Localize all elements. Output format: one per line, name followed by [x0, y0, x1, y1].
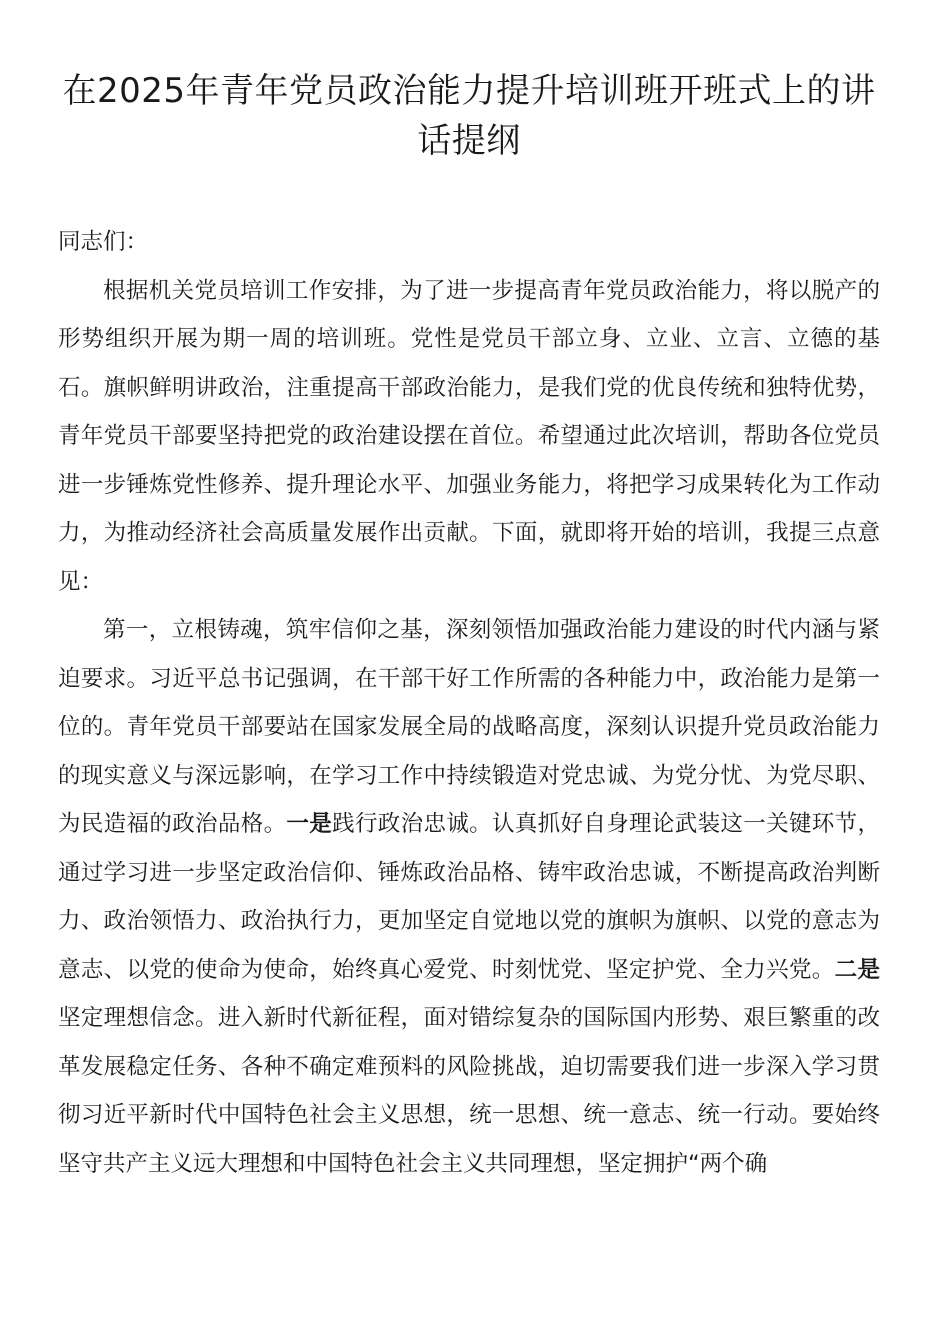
document-body	[58, 218, 880, 1188]
salutation: 同志们：	[58, 229, 149, 255]
paragraph-point-one	[58, 606, 880, 1188]
sub-point-two-text: 坚定理想信念。进入新时代新征程，面对错综复杂的国际国内形势、艰巨繁重的改革发展稳定任务、各种不确定难预料的风险挑战，迫切需要我们进一步深入学习贯彻习近平新时代中国特色社会主义思想，统一思想、统一意志、统一行动。要始终坚守共产主义远大理想和中国特色社会主义共同理想，坚定拥护“两个确	[58, 1005, 880, 1177]
sub-point-one-text: 践行政治忠诚。认真抓好自身理论武装这一关键环节，通过学习进一步坚定政治信仰、锤炼政治品格、铸牢政治忠诚，不断提高政治判断力、政治领悟力、政治执行力，更加坚定自觉地以党的旗帜为旗帜、以党的意志为意志、以党的使命为使命，始终真心爱党、时刻忧党、坚定护党、全力兴党。	[58, 811, 880, 983]
sub-point-one-label: 一是	[286, 811, 333, 837]
document-page	[58, 0, 880, 1188]
paragraph-intro: 根据机关党员培训工作安排，为了进一步提高青年党员政治能力，将以脱产的形势组织开展为期一周的培训班。党性是党员干部立身、立业、立言、立德的基石。旗帜鲜明讲政治，注重提高干部政治能力，是我们党的优良传统和独特优势，青年党员干部要坚持把党的政治建设摆在首位。希望通过此次培训，帮助各位党员进一步锤炼党性修养、提升理论水平、加强业务能力，将把学习成果转化为工作动力，为推动经济社会高质量发展作出贡献。下面，就即将开始的培训，我提三点意见：	[58, 277, 880, 595]
sub-point-two-label: 二是	[834, 956, 880, 983]
point-one-heading-text: 第一，立根铸魂，筑牢信仰之基，深刻领悟加强政治能力建设的时代内涵与紧迫要求。习近平总书记强调，在干部干好工作所需的各种能力中，政治能力是第一位的。青年党员干部要站在国家发展全局的战略高度，深刻认识提升党员政治能力的现实意义与深远影响，在学习工作中持续锻造对党忠诚、为党分忧、为党尽职、为民造福的政治品格。	[58, 617, 880, 837]
document-title: 在2025年青年党员政治能力提升培训班开班式上的讲话提纲	[62, 71, 876, 161]
